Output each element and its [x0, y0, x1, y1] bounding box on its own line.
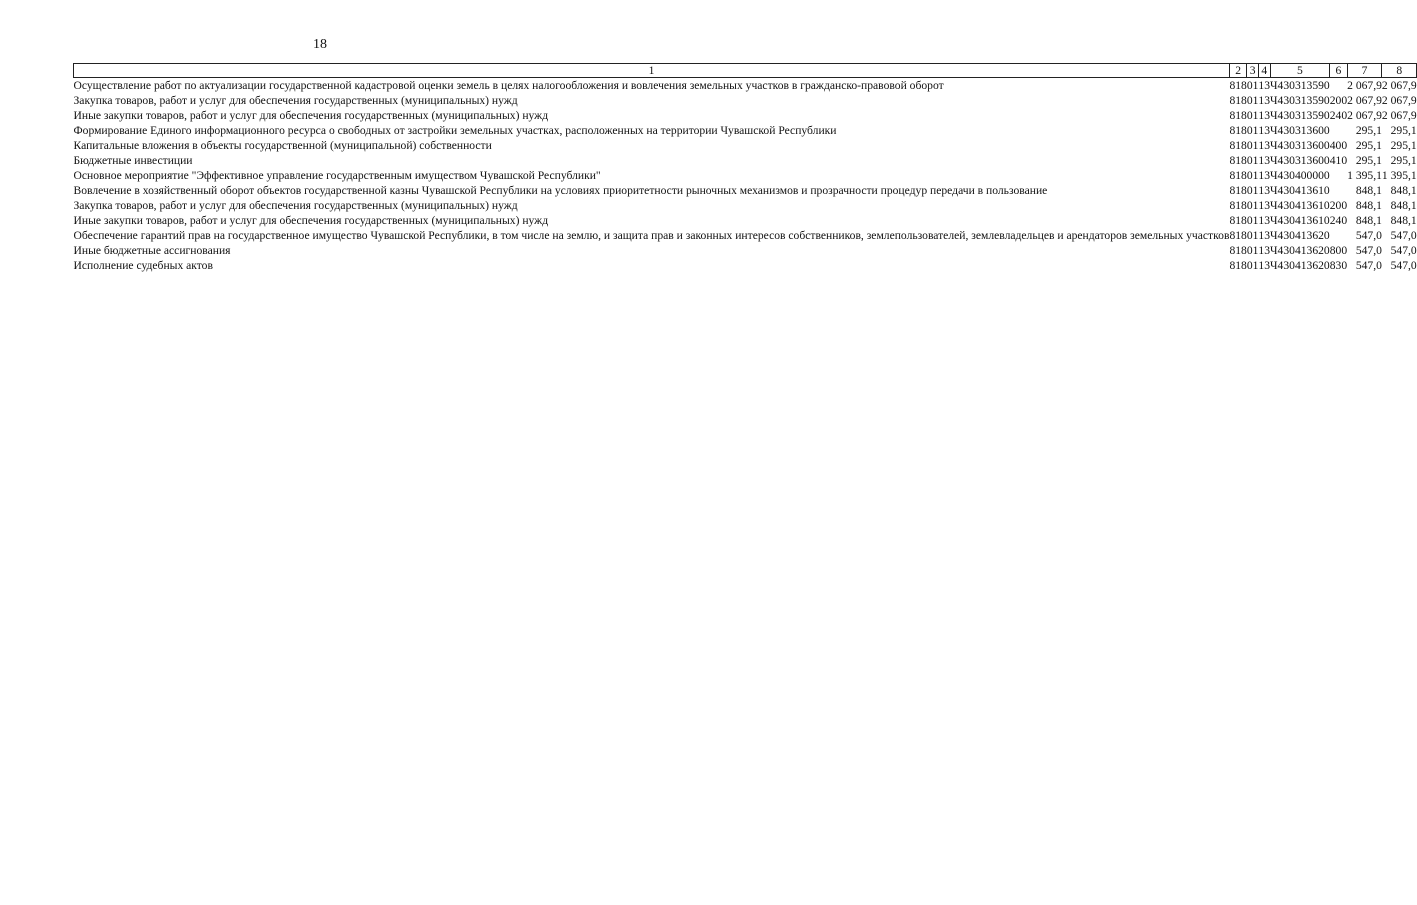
header-col-1: 1	[74, 64, 1230, 78]
section-cell: 01	[1246, 244, 1259, 257]
amount-year1-cell: 1 395,1	[1347, 169, 1382, 182]
ministry-code-cell: 818	[1229, 229, 1247, 242]
target-article-cell: Ч430313590	[1270, 79, 1330, 92]
expense-type-cell: 240	[1329, 109, 1348, 122]
amount-year1-cell: 547,0	[1355, 259, 1382, 272]
amount-year1-cell: 2 067,9	[1347, 109, 1382, 122]
expense-type-cell: 200	[1329, 94, 1348, 107]
amount-year2-cell: 2 067,9	[1381, 94, 1417, 107]
target-article-cell: Ч430313590	[1270, 109, 1330, 122]
amount-year1-cell: 848,1	[1355, 184, 1382, 197]
table-row	[74, 153, 1417, 168]
subsection-cell: 13	[1258, 79, 1271, 92]
row-name-cell: Закупка товаров, работ и услуг для обеспечения государственных (муниципальных) нужд	[73, 94, 518, 107]
amount-year1-cell: 848,1	[1355, 214, 1382, 227]
target-article-cell: Ч430400000	[1270, 169, 1330, 182]
amount-year1-cell: 2 067,9	[1347, 94, 1382, 107]
section-cell: 01	[1246, 184, 1259, 197]
ministry-code-cell: 818	[1229, 199, 1247, 212]
ministry-code-cell: 818	[1229, 124, 1247, 137]
row-name-cell: Основное мероприятие "Эффективное управление государственным имуществом Чувашской Республики"	[73, 169, 601, 182]
amount-year1-cell: 2 067,9	[1347, 79, 1382, 92]
subsection-cell: 13	[1258, 109, 1271, 122]
amount-year2-cell: 295,1	[1390, 139, 1417, 152]
target-article-cell: Ч430413610	[1270, 214, 1330, 227]
expense-type-cell: 800	[1329, 244, 1348, 257]
row-name-cell: Бюджетные инвестиции	[73, 154, 193, 167]
row-name-cell: Закупка товаров, работ и услуг для обеспечения государственных (муниципальных) нужд	[73, 199, 518, 212]
expense-type-cell	[1330, 78, 1347, 94]
amount-year2-cell: 2 067,9	[1381, 79, 1417, 92]
row-name-cell: Капитальные вложения в объекты государственной (муниципальной) собственности	[73, 139, 492, 152]
amount-year2-cell: 547,0	[1390, 229, 1417, 242]
section-cell: 01	[1246, 79, 1259, 92]
target-article-cell: Ч430313600	[1270, 124, 1330, 137]
table-row	[74, 93, 1417, 108]
target-article-cell: Ч430413610	[1270, 184, 1330, 197]
table-row	[74, 243, 1417, 258]
section-cell: 01	[1246, 259, 1259, 272]
header-col-8: 8	[1382, 64, 1417, 78]
amount-year2-cell: 547,0	[1390, 244, 1417, 257]
table-header-row	[74, 64, 1417, 78]
amount-year1-cell: 295,1	[1355, 139, 1382, 152]
expense-type-cell: 410	[1329, 154, 1348, 167]
amount-year2-cell: 2 067,9	[1381, 109, 1417, 122]
header-col-3: 3	[1247, 64, 1259, 78]
subsection-cell: 13	[1258, 124, 1271, 137]
target-article-cell: Ч430313590	[1270, 94, 1330, 107]
budget-table	[73, 63, 1417, 273]
amount-year1-cell: 295,1	[1355, 154, 1382, 167]
table-row	[74, 138, 1417, 153]
row-name-cell: Обеспечение гарантий прав на государственное имущество Чувашской Республики, в том числе на землю, и защита прав и законных интересов собственников, землепользователей, землевладельцев и арендаторов земельных участков	[73, 229, 1230, 242]
subsection-cell: 13	[1258, 244, 1271, 257]
amount-year1-cell: 547,0	[1355, 229, 1382, 242]
section-cell: 01	[1246, 214, 1259, 227]
target-article-cell: Ч430413620	[1270, 259, 1330, 272]
table-row	[74, 108, 1417, 123]
ministry-code-cell: 818	[1229, 259, 1247, 272]
subsection-cell: 13	[1258, 139, 1271, 152]
expense-type-cell	[1330, 168, 1347, 183]
header-col-7: 7	[1347, 64, 1382, 78]
subsection-cell: 13	[1258, 229, 1271, 242]
amount-year2-cell: 848,1	[1390, 199, 1417, 212]
ministry-code-cell: 818	[1229, 184, 1247, 197]
expense-type-cell: 200	[1329, 199, 1348, 212]
section-cell: 01	[1246, 199, 1259, 212]
ministry-code-cell: 818	[1229, 94, 1247, 107]
section-cell: 01	[1246, 109, 1259, 122]
subsection-cell: 13	[1258, 94, 1271, 107]
ministry-code-cell: 818	[1229, 214, 1247, 227]
ministry-code-cell: 818	[1229, 154, 1247, 167]
section-cell: 01	[1246, 94, 1259, 107]
row-name-cell: Иные закупки товаров, работ и услуг для обеспечения государственных (муниципальных) нужд	[73, 109, 549, 122]
table-row	[74, 258, 1417, 273]
ministry-code-cell: 818	[1229, 244, 1247, 257]
expense-type-cell	[1330, 183, 1347, 198]
amount-year2-cell: 295,1	[1390, 124, 1417, 137]
header-col-2: 2	[1229, 64, 1246, 78]
ministry-code-cell: 818	[1229, 169, 1247, 182]
table-row	[74, 183, 1417, 198]
ministry-code-cell: 818	[1229, 79, 1247, 92]
section-cell: 01	[1246, 169, 1259, 182]
amount-year1-cell: 848,1	[1355, 199, 1382, 212]
target-article-cell: Ч430313600	[1270, 139, 1330, 152]
section-cell: 01	[1246, 124, 1259, 137]
header-col-6: 6	[1330, 64, 1347, 78]
header-col-4: 4	[1258, 64, 1270, 78]
subsection-cell: 13	[1258, 259, 1271, 272]
subsection-cell: 13	[1258, 184, 1271, 197]
row-name-cell: Иные бюджетные ассигнования	[73, 244, 231, 257]
row-name-cell: Вовлечение в хозяйственный оборот объектов государственной казны Чувашской Республики на условиях приоритетности рыночных механизмов и прозрачности процедур передачи в пользование	[73, 184, 1048, 197]
section-cell: 01	[1246, 154, 1259, 167]
subsection-cell: 13	[1258, 154, 1271, 167]
expense-type-cell	[1330, 123, 1347, 138]
page-number: 18	[313, 37, 327, 52]
target-article-cell: Ч430413620	[1270, 244, 1330, 257]
amount-year2-cell: 848,1	[1390, 214, 1417, 227]
ministry-code-cell: 818	[1229, 139, 1247, 152]
target-article-cell: Ч430413620	[1270, 229, 1330, 242]
table-row	[74, 198, 1417, 213]
expense-type-cell: 400	[1329, 139, 1348, 152]
expense-type-cell	[1330, 228, 1347, 243]
ministry-code-cell: 818	[1229, 109, 1247, 122]
subsection-cell: 13	[1258, 199, 1271, 212]
amount-year1-cell: 295,1	[1355, 124, 1382, 137]
target-article-cell: Ч430313600	[1270, 154, 1330, 167]
table-row	[74, 213, 1417, 228]
table-row	[74, 123, 1417, 138]
row-name-cell: Иные закупки товаров, работ и услуг для обеспечения государственных (муниципальных) нужд	[73, 214, 549, 227]
table-row	[74, 78, 1417, 94]
subsection-cell: 13	[1258, 169, 1271, 182]
row-name-cell: Формирование Единого информационного ресурса о свободных от застройки земельных участках, расположенных на территории Чувашской Республики	[73, 124, 837, 137]
table-row	[74, 168, 1417, 183]
expense-type-cell: 830	[1329, 259, 1348, 272]
expense-type-cell: 240	[1329, 214, 1348, 227]
header-col-5: 5	[1270, 64, 1330, 78]
target-article-cell: Ч430413610	[1270, 199, 1330, 212]
table-row	[74, 228, 1417, 243]
section-cell: 01	[1246, 229, 1259, 242]
amount-year2-cell: 848,1	[1390, 184, 1417, 197]
amount-year2-cell: 1 395,1	[1381, 169, 1417, 182]
section-cell: 01	[1246, 139, 1259, 152]
row-name-cell: Осуществление работ по актуализации государственной кадастровой оценки земель в целях налогообложения и вовлечения земельных участков в гражданско-правовой оборот	[73, 79, 944, 92]
amount-year2-cell: 547,0	[1390, 259, 1417, 272]
amount-year2-cell: 295,1	[1390, 154, 1417, 167]
amount-year1-cell: 547,0	[1355, 244, 1382, 257]
table-body	[74, 78, 1417, 274]
subsection-cell: 13	[1258, 214, 1271, 227]
row-name-cell: Исполнение судебных актов	[73, 259, 213, 272]
